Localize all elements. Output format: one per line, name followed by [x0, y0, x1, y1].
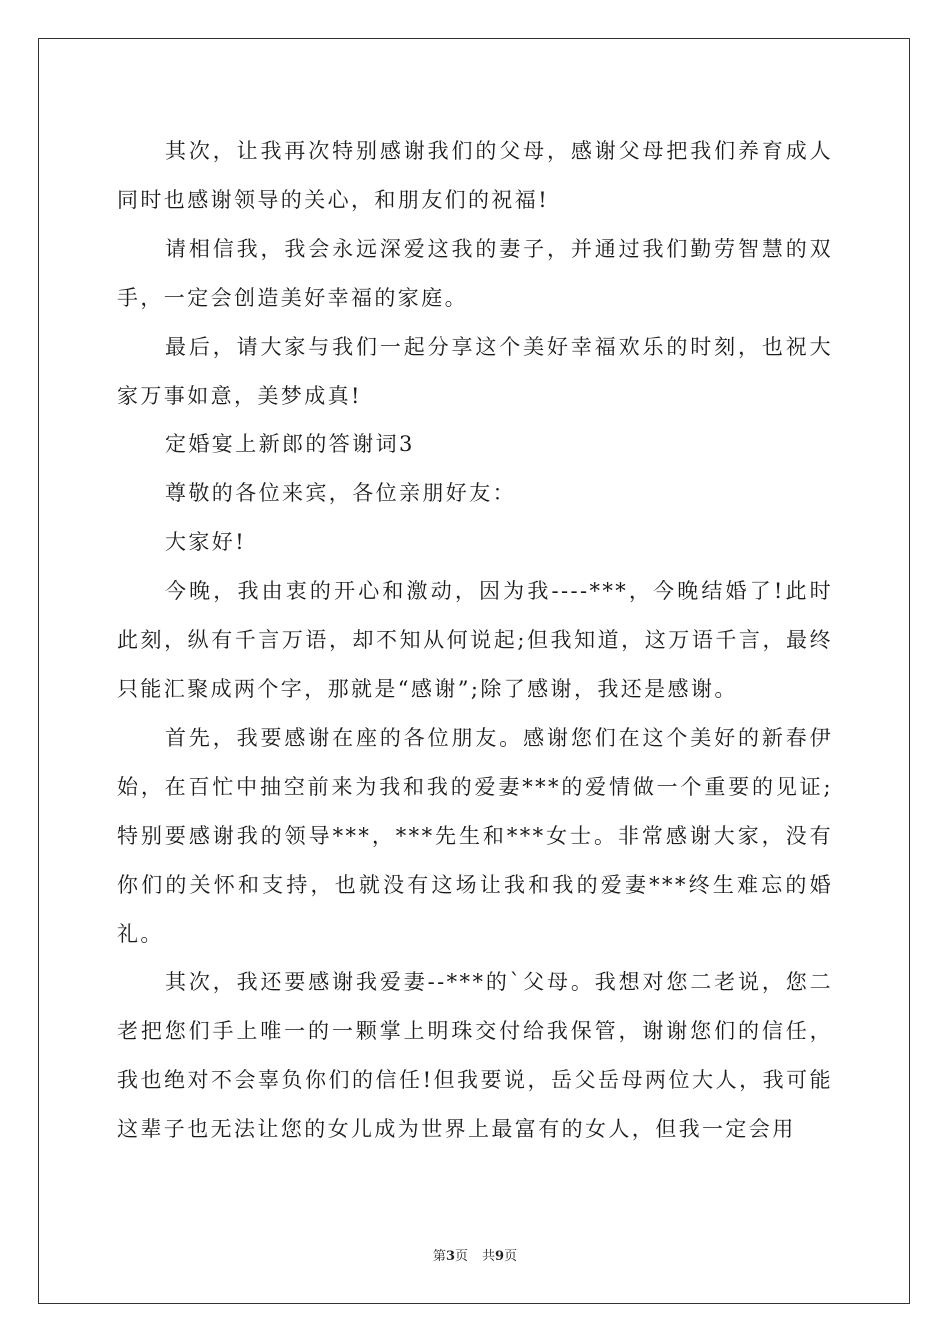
page-footer [0, 1245, 950, 1264]
paragraph: 今晚，我由衷的开心和激动，因为我----***，今晚结婚了!此时此刻，纵有千言万语，却不知从何说起;但我知道，这万语千言，最终只能汇聚成两个字，那就是“感谢”;除了感谢，我还是感谢。 [117, 579, 833, 701]
total-suffix: 页 [504, 1249, 518, 1264]
total-prefix: 共 [482, 1249, 496, 1264]
paragraph: 请相信我，我会永远深爱这我的妻子，并通过我们勤劳智慧的双手，一定会创造美好幸福的家庭。 [117, 236, 833, 310]
total-pages: 9 [495, 1249, 505, 1264]
page-prefix: 第 [432, 1249, 446, 1264]
page-number: 3 [445, 1249, 455, 1264]
paragraph: 其次，我还要感谢我爱妻--***的`父母。我想对您二老说，您二老把您们手上唯一的一颗掌上明珠交付给我保管，谢谢您们的信任，我也绝对不会辜负你们的信任!但我要说，岳父岳母两位大人，我可能这辈子也无法让您的女儿成为世界上最富有的女人，但我一定会用 [117, 970, 833, 1142]
paragraph: 首先，我要感谢在座的各位朋友。感谢您们在这个美好的新春伊始，在百忙中抽空前来为我和我的爱妻***的爱情做一个重要的见证;特别要感谢我的领导***，***先生和***女士。非常感谢大家，没有你们的关怀和支持，也就没有这场让我和我的爱妻***终生难忘的婚礼。 [117, 725, 833, 946]
greeting: 大家好! [165, 530, 247, 555]
paragraph: 最后，请大家与我们一起分享这个美好幸福欢乐的时刻，也祝大家万事如意，美梦成真! [117, 334, 833, 408]
document-body [117, 127, 833, 1154]
page-suffix: 页 [454, 1249, 468, 1264]
section-heading: 定婚宴上新郎的答谢词3 [165, 432, 415, 457]
paragraph: 其次，让我再次特别感谢我们的父母，感谢父母把我们养育成人同时也感谢领导的关心，和朋友们的祝福! [117, 139, 833, 212]
salutation: 尊敬的各位来宾，各位亲朋好友： [165, 481, 516, 506]
